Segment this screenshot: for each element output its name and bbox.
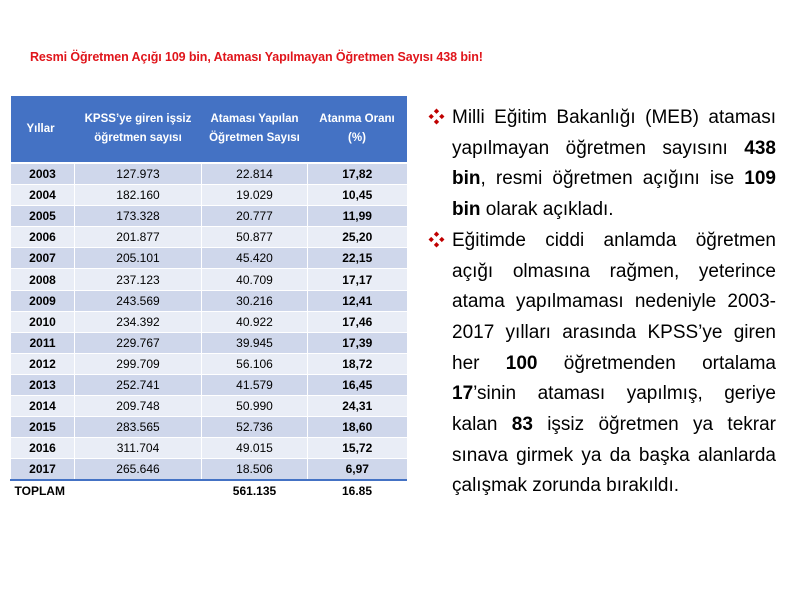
cell-appointed: 30.216 xyxy=(202,290,308,311)
table-row xyxy=(11,206,407,227)
cell-rate: 16,45 xyxy=(308,374,407,395)
cell-rate: 24,31 xyxy=(308,396,407,417)
table-row xyxy=(11,396,407,417)
total-kpss xyxy=(75,480,202,501)
cell-kpss: 234.392 xyxy=(75,311,202,332)
cell-rate: 6,97 xyxy=(308,459,407,481)
bullet-emphasis: 17 xyxy=(452,383,474,405)
cell-appointed: 49.015 xyxy=(202,438,308,459)
bullet-list xyxy=(428,103,776,502)
cell-kpss: 173.328 xyxy=(75,206,202,227)
bullet-item xyxy=(428,226,776,502)
table-row xyxy=(11,185,407,206)
table-header-row xyxy=(11,96,407,163)
cell-year: 2017 xyxy=(11,459,75,481)
cell-rate: 11,99 xyxy=(308,206,407,227)
table-row xyxy=(11,163,407,185)
cell-rate: 22,15 xyxy=(308,248,407,269)
cell-year: 2008 xyxy=(11,269,75,290)
slide-title: Resmi Öğretmen Açığı 109 bin, Ataması Yapılmayan Öğretmen Sayısı 438 bin! xyxy=(30,50,483,64)
table-row xyxy=(11,248,407,269)
cell-rate: 17,46 xyxy=(308,311,407,332)
cell-appointed: 39.945 xyxy=(202,332,308,353)
cell-rate: 17,82 xyxy=(308,163,407,185)
cell-kpss: 127.973 xyxy=(75,163,202,185)
bullet-segment: ’sinin ataması yapılmış, geriye kalan xyxy=(452,383,776,436)
cell-appointed: 18.506 xyxy=(202,459,308,481)
cell-kpss: 265.646 xyxy=(75,459,202,481)
header-kpss-unemployed-teachers: KPSS’ye giren işsiz öğretmen sayısı xyxy=(75,96,202,163)
cell-year: 2010 xyxy=(11,311,75,332)
cell-year: 2005 xyxy=(11,206,75,227)
bullet-text xyxy=(452,226,776,502)
cell-appointed: 50.877 xyxy=(202,227,308,248)
cell-kpss: 299.709 xyxy=(75,353,202,374)
table-row xyxy=(11,374,407,395)
table-row xyxy=(11,227,407,248)
cell-appointed: 40.709 xyxy=(202,269,308,290)
bullet-emphasis: 100 xyxy=(505,352,538,374)
cell-year: 2014 xyxy=(11,396,75,417)
cell-rate: 17,39 xyxy=(308,332,407,353)
bullet-segment: Milli Eğitim Bakanlığı (MEB) ataması yapılmayan öğretmen sayısını xyxy=(452,107,776,159)
cell-appointed: 40.922 xyxy=(202,311,308,332)
cell-year: 2015 xyxy=(11,417,75,438)
total-rate: 16.85 xyxy=(308,480,407,501)
table-total-row xyxy=(11,480,407,501)
table-row xyxy=(11,417,407,438)
header-years: Yıllar xyxy=(11,96,75,163)
table-row xyxy=(11,438,407,459)
cell-kpss: 311.704 xyxy=(75,438,202,459)
cell-year: 2007 xyxy=(11,248,75,269)
cell-kpss: 237.123 xyxy=(75,269,202,290)
cell-kpss: 283.565 xyxy=(75,417,202,438)
cell-kpss: 205.101 xyxy=(75,248,202,269)
cell-rate: 25,20 xyxy=(308,227,407,248)
cell-kpss: 209.748 xyxy=(75,396,202,417)
cell-appointed: 22.814 xyxy=(202,163,308,185)
bullet-segment: , resmi öğretmen açığını ise xyxy=(480,168,745,190)
table-row xyxy=(11,290,407,311)
total-appointed: 561.135 xyxy=(202,480,308,501)
cell-year: 2012 xyxy=(11,353,75,374)
cell-rate: 12,41 xyxy=(308,290,407,311)
table-row xyxy=(11,332,407,353)
table-row xyxy=(11,311,407,332)
teacher-appointment-table xyxy=(10,96,407,501)
table-row xyxy=(11,459,407,481)
cell-appointed: 56.106 xyxy=(202,353,308,374)
table-row xyxy=(11,353,407,374)
table-row xyxy=(11,269,407,290)
header-appointed-teachers: Ataması Yapılan Öğretmen Sayısı xyxy=(202,96,308,163)
cell-appointed: 41.579 xyxy=(202,374,308,395)
cell-appointed: 52.736 xyxy=(202,417,308,438)
cell-appointed: 20.777 xyxy=(202,206,308,227)
cell-year: 2004 xyxy=(11,185,75,206)
bullet-emphasis: 438 bin xyxy=(452,137,776,190)
total-label: TOPLAM xyxy=(11,480,75,501)
bullet-emphasis: 83 xyxy=(511,414,533,436)
bullet-text xyxy=(452,103,776,226)
diamond-bullet-icon xyxy=(428,108,445,125)
cell-rate: 18,72 xyxy=(308,353,407,374)
diamond-bullet-icon xyxy=(428,231,445,248)
cell-kpss: 201.877 xyxy=(75,227,202,248)
cell-year: 2013 xyxy=(11,374,75,395)
table-body xyxy=(11,163,407,480)
cell-rate: 15,72 xyxy=(308,438,407,459)
cell-rate: 18,60 xyxy=(308,417,407,438)
cell-kpss: 243.569 xyxy=(75,290,202,311)
cell-kpss: 252.741 xyxy=(75,374,202,395)
cell-year: 2006 xyxy=(11,227,75,248)
cell-year: 2003 xyxy=(11,163,75,185)
bullet-segment: işsiz öğretmen ya tekrar sınava girmek ya da başka alanlarda çalışmak zorunda bırakıldı. xyxy=(452,414,776,497)
cell-rate: 17,17 xyxy=(308,269,407,290)
cell-appointed: 19.029 xyxy=(202,185,308,206)
header-appointment-rate: Atanma Oranı (%) xyxy=(308,96,407,163)
bullet-emphasis: 109 bin xyxy=(452,168,776,221)
bullet-segment: Eğitimde ciddi anlamda öğretmen açığı olmasına rağmen, yeterince atama yapılmaması nedeniyle 2003-2017 yılları arasında KPSS’ye giren her xyxy=(452,229,776,374)
cell-appointed: 50.990 xyxy=(202,396,308,417)
bullet-item xyxy=(428,103,776,226)
cell-appointed: 45.420 xyxy=(202,248,308,269)
cell-year: 2011 xyxy=(11,332,75,353)
cell-kpss: 229.767 xyxy=(75,332,202,353)
cell-kpss: 182.160 xyxy=(75,185,202,206)
cell-year: 2016 xyxy=(11,438,75,459)
cell-rate: 10,45 xyxy=(308,185,407,206)
cell-year: 2009 xyxy=(11,290,75,311)
bullet-segment: olarak açıkladı. xyxy=(480,199,614,221)
bullet-segment: öğretmenden ortalama xyxy=(537,352,776,374)
